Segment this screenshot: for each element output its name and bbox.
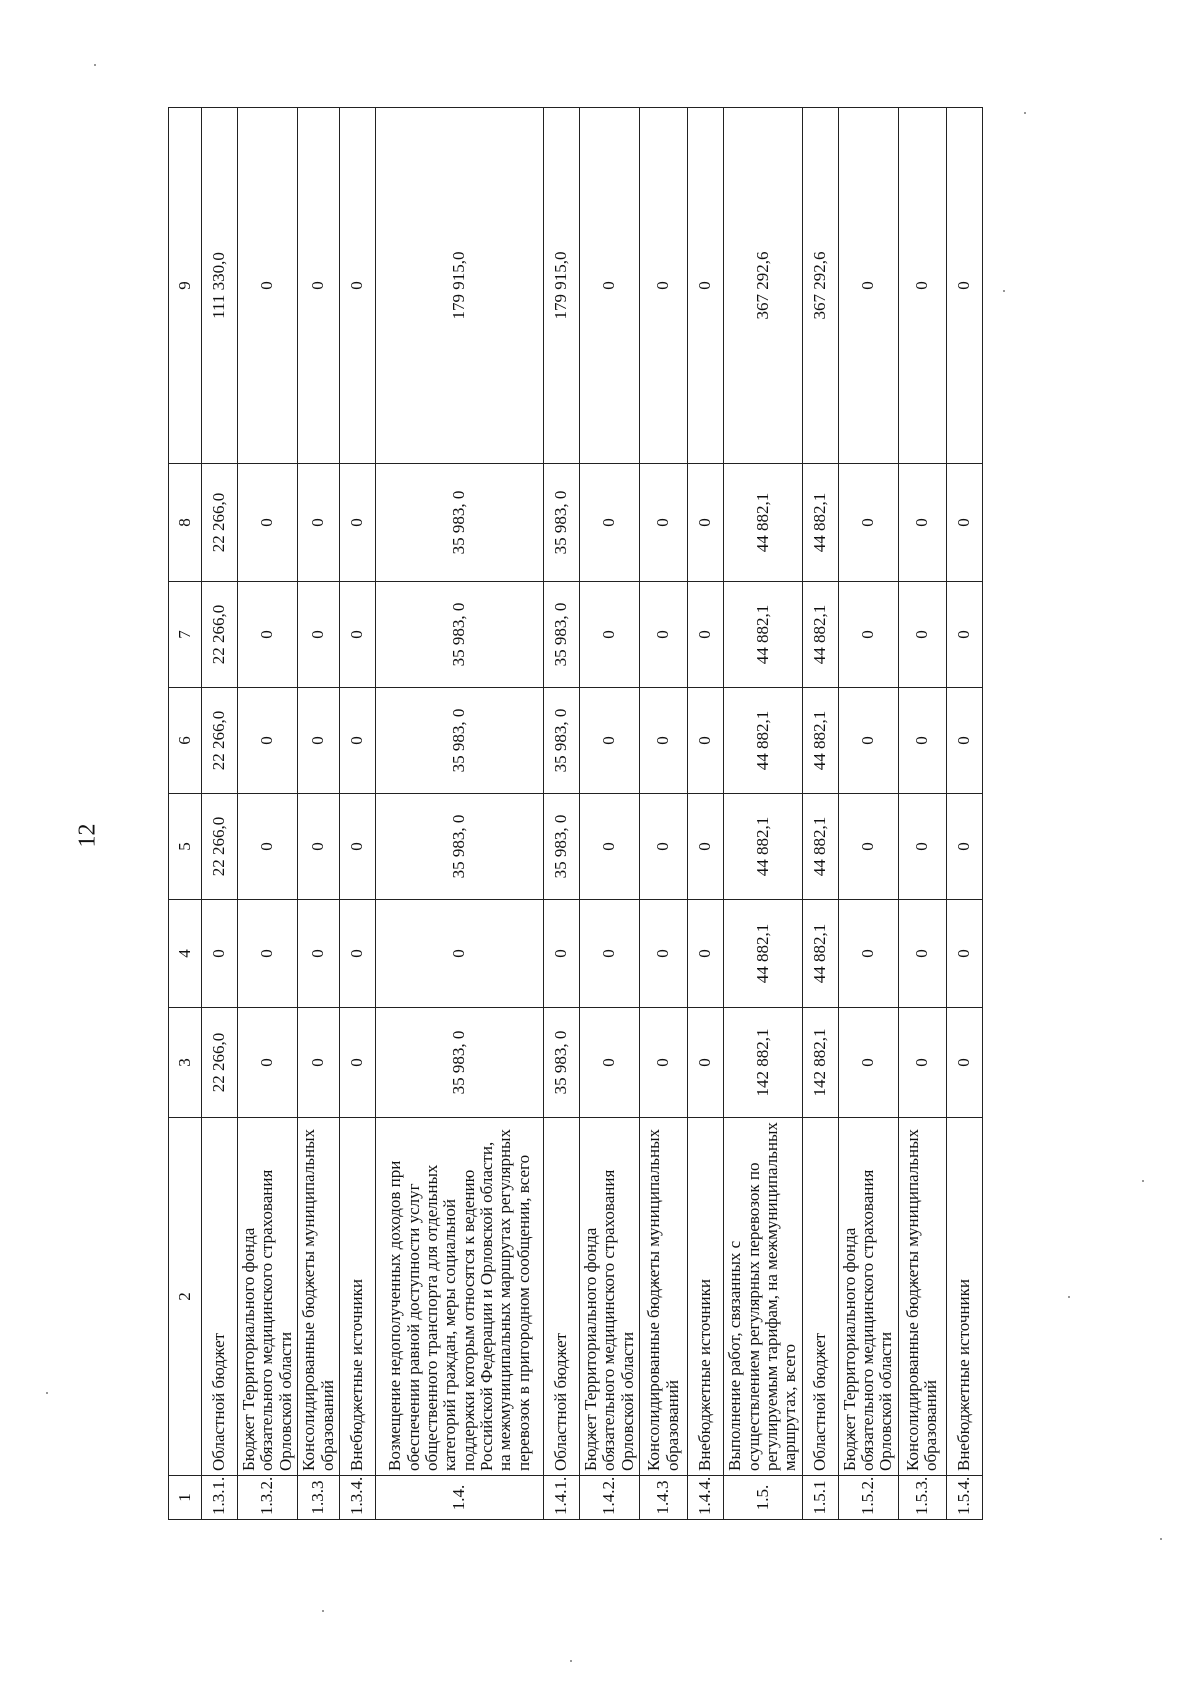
row-description-cell: Областной бюджет [202, 1118, 238, 1476]
column-header: 1 [169, 1476, 202, 1520]
value-cell-col7: 0 [340, 582, 376, 688]
value-cell-col9: 0 [898, 108, 946, 464]
value-cell-col7: 0 [688, 582, 724, 688]
value-cell-col4: 0 [640, 900, 688, 1008]
value-cell-col4: 0 [688, 900, 724, 1008]
value-cell-col4: 0 [238, 900, 298, 1008]
value-cell-col5: 0 [238, 794, 298, 900]
column-header: 5 [169, 794, 202, 900]
value-cell-col6: 0 [580, 688, 640, 794]
row-description-cell: Консолидированные бюджеты муниципальных образований [298, 1118, 340, 1476]
value-cell-col5: 44 882,1 [724, 794, 802, 900]
table-row [376, 108, 544, 1520]
value-cell-col3: 0 [238, 1008, 298, 1118]
value-cell-col5: 0 [340, 794, 376, 900]
value-cell-col8: 0 [298, 464, 340, 582]
value-cell-col6: 22 266,0 [202, 688, 238, 794]
value-cell-col6: 35 983, 0 [544, 688, 580, 794]
value-cell-col7: 44 882,1 [724, 582, 802, 688]
value-cell-col6: 0 [838, 688, 898, 794]
table-row [640, 108, 688, 1520]
value-cell-col3: 0 [580, 1008, 640, 1118]
row-code-cell: 1.4.3 [640, 1476, 688, 1520]
value-cell-col6: 0 [298, 688, 340, 794]
scan-speck [46, 1392, 48, 1394]
value-cell-col3: 0 [340, 1008, 376, 1118]
value-cell-col3: 0 [946, 1008, 982, 1118]
row-code-cell: 1.3.4. [340, 1476, 376, 1520]
value-cell-col6: 44 882,1 [802, 688, 838, 794]
value-cell-col4: 0 [838, 900, 898, 1008]
value-cell-col9: 0 [688, 108, 724, 464]
row-description-cell: Областной бюджет [802, 1118, 838, 1476]
value-cell-col5: 35 983, 0 [376, 794, 544, 900]
value-cell-col8: 44 882,1 [802, 464, 838, 582]
table-row [688, 108, 724, 1520]
row-description-cell: Внебюджетные источники [340, 1118, 376, 1476]
value-cell-col3: 0 [640, 1008, 688, 1118]
table-row [946, 108, 982, 1520]
row-description-cell: Областной бюджет [544, 1118, 580, 1476]
row-description-cell: Консолидированные бюджеты муниципальных образований [640, 1118, 688, 1476]
value-cell-col5: 35 983, 0 [544, 794, 580, 900]
value-cell-col7: 0 [640, 582, 688, 688]
value-cell-col4: 0 [580, 900, 640, 1008]
column-header: 6 [169, 688, 202, 794]
table-row [544, 108, 580, 1520]
row-code-cell: 1.4.1. [544, 1476, 580, 1520]
value-cell-col5: 0 [298, 794, 340, 900]
column-header: 2 [169, 1118, 202, 1476]
column-header: 8 [169, 464, 202, 582]
value-cell-col8: 0 [946, 464, 982, 582]
value-cell-col5: 0 [688, 794, 724, 900]
value-cell-col3: 35 983, 0 [544, 1008, 580, 1118]
scan-speck [1160, 1538, 1162, 1540]
value-cell-col6: 0 [898, 688, 946, 794]
value-cell-col8: 44 882,1 [724, 464, 802, 582]
row-description-cell: Внебюджетные источники [946, 1118, 982, 1476]
table-row [202, 108, 238, 1520]
row-code-cell: 1.5.3. [898, 1476, 946, 1520]
row-description-cell: Консолидированные бюджеты муниципальных образований [898, 1118, 946, 1476]
value-cell-col4: 0 [898, 900, 946, 1008]
row-description-cell: Бюджет Территориального фонда обязательного медицинского страхования Орловской области [580, 1118, 640, 1476]
row-code-cell: 1.4.2. [580, 1476, 640, 1520]
row-code-cell: 1.3.1. [202, 1476, 238, 1520]
value-cell-col9: 0 [838, 108, 898, 464]
value-cell-col9: 179 915,0 [544, 108, 580, 464]
row-code-cell: 1.5.1 [802, 1476, 838, 1520]
value-cell-col3: 0 [898, 1008, 946, 1118]
value-cell-col6: 35 983, 0 [376, 688, 544, 794]
row-description-cell: Бюджет Территориального фонда обязательного медицинского страхования Орловской области [238, 1118, 298, 1476]
value-cell-col3: 0 [688, 1008, 724, 1118]
value-cell-col7: 0 [298, 582, 340, 688]
scan-speck [1024, 112, 1026, 114]
value-cell-col3: 142 882,1 [802, 1008, 838, 1118]
value-cell-col3: 35 983, 0 [376, 1008, 544, 1118]
value-cell-col5: 0 [946, 794, 982, 900]
value-cell-col4: 0 [202, 900, 238, 1008]
value-cell-col6: 0 [340, 688, 376, 794]
table-row [724, 108, 802, 1520]
value-cell-col5: 22 266,0 [202, 794, 238, 900]
value-cell-col4: 44 882,1 [802, 900, 838, 1008]
value-cell-col3: 142 882,1 [724, 1008, 802, 1118]
table-row [298, 108, 340, 1520]
row-description-cell: Бюджет Территориального фонда обязательного медицинского страхования Орловской области [838, 1118, 898, 1476]
value-cell-col5: 0 [838, 794, 898, 900]
value-cell-col8: 0 [640, 464, 688, 582]
value-cell-col8: 35 983, 0 [376, 464, 544, 582]
column-header: 9 [169, 108, 202, 464]
value-cell-col5: 0 [898, 794, 946, 900]
column-number-header-row [169, 108, 202, 1520]
value-cell-col4: 0 [946, 900, 982, 1008]
scan-speck [570, 1660, 572, 1662]
scan-speck [1003, 290, 1005, 292]
value-cell-col7: 35 983, 0 [376, 582, 544, 688]
row-description-cell: Выполнение работ, связанных с осуществлением регулярных перевозок по регулируемым тарифам, на межмуниципальных маршрутах, всего [724, 1118, 802, 1476]
value-cell-col6: 44 882,1 [724, 688, 802, 794]
table-row [580, 108, 640, 1520]
value-cell-col9: 0 [238, 108, 298, 464]
value-cell-col9: 367 292,6 [802, 108, 838, 464]
value-cell-col6: 0 [238, 688, 298, 794]
column-header: 4 [169, 900, 202, 1008]
value-cell-col7: 44 882,1 [802, 582, 838, 688]
scan-speck [1068, 1296, 1070, 1298]
value-cell-col9: 0 [340, 108, 376, 464]
value-cell-col4: 0 [298, 900, 340, 1008]
value-cell-col5: 0 [580, 794, 640, 900]
value-cell-col8: 0 [838, 464, 898, 582]
value-cell-col8: 0 [580, 464, 640, 582]
scan-speck [1142, 1180, 1144, 1182]
table-row [340, 108, 376, 1520]
row-code-cell: 1.5. [724, 1476, 802, 1520]
rotated-table-wrapper [168, 108, 973, 1520]
value-cell-col8: 35 983, 0 [544, 464, 580, 582]
value-cell-col9: 111 330,0 [202, 108, 238, 464]
row-code-cell: 1.4. [376, 1476, 544, 1520]
value-cell-col8: 0 [340, 464, 376, 582]
value-cell-col8: 0 [238, 464, 298, 582]
table-row [238, 108, 298, 1520]
page-number: 12 [74, 823, 101, 848]
value-cell-col9: 179 915,0 [376, 108, 544, 464]
value-cell-col8: 22 266,0 [202, 464, 238, 582]
value-cell-col4: 0 [544, 900, 580, 1008]
row-code-cell: 1.5.4. [946, 1476, 982, 1520]
value-cell-col7: 35 983, 0 [544, 582, 580, 688]
value-cell-col5: 0 [640, 794, 688, 900]
scan-speck [94, 64, 96, 66]
value-cell-col6: 0 [946, 688, 982, 794]
value-cell-col3: 22 266,0 [202, 1008, 238, 1118]
table-row [802, 108, 838, 1520]
row-description-cell: Внебюджетные источники [688, 1118, 724, 1476]
table-row [838, 108, 898, 1520]
value-cell-col9: 0 [640, 108, 688, 464]
value-cell-col9: 0 [580, 108, 640, 464]
value-cell-col8: 0 [898, 464, 946, 582]
value-cell-col7: 0 [838, 582, 898, 688]
value-cell-col9: 0 [946, 108, 982, 464]
column-header: 3 [169, 1008, 202, 1118]
value-cell-col8: 0 [688, 464, 724, 582]
scan-speck [322, 1610, 324, 1612]
value-cell-col4: 44 882,1 [724, 900, 802, 1008]
value-cell-col9: 0 [298, 108, 340, 464]
row-code-cell: 1.3.3 [298, 1476, 340, 1520]
value-cell-col5: 44 882,1 [802, 794, 838, 900]
row-code-cell: 1.3.2. [238, 1476, 298, 1520]
value-cell-col4: 0 [340, 900, 376, 1008]
value-cell-col6: 0 [640, 688, 688, 794]
row-code-cell: 1.5.2. [838, 1476, 898, 1520]
budget-table [168, 107, 983, 1520]
table-row [898, 108, 946, 1520]
row-code-cell: 1.4.4. [688, 1476, 724, 1520]
value-cell-col7: 22 266,0 [202, 582, 238, 688]
value-cell-col7: 0 [898, 582, 946, 688]
table-body [202, 108, 983, 1520]
value-cell-col7: 0 [946, 582, 982, 688]
value-cell-col7: 0 [580, 582, 640, 688]
value-cell-col9: 367 292,6 [724, 108, 802, 464]
value-cell-col7: 0 [238, 582, 298, 688]
value-cell-col3: 0 [298, 1008, 340, 1118]
column-header: 7 [169, 582, 202, 688]
value-cell-col3: 0 [838, 1008, 898, 1118]
value-cell-col4: 0 [376, 900, 544, 1008]
value-cell-col6: 0 [688, 688, 724, 794]
row-description-cell: Возмещение недополученных доходов при обеспечении равной доступности услуг общественного транспорта для отдельных категорий граждан, меры социальной поддержки которым относятся к ведению Российской Федерации и Орловской области, на межмуниципальных маршрутах регулярных перевозок в пригородном сообщении, всего [376, 1118, 544, 1476]
